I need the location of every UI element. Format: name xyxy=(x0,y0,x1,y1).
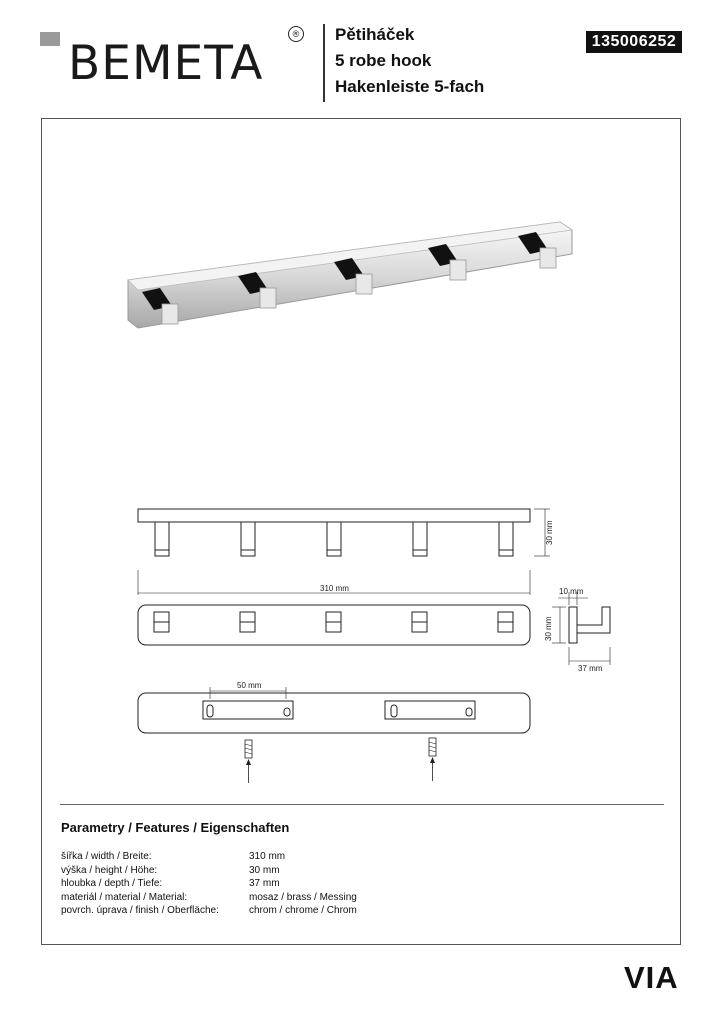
screw-right xyxy=(429,738,436,781)
technical-drawing xyxy=(120,495,640,795)
param-label: výška / height / Höhe: xyxy=(61,864,158,876)
param-row xyxy=(61,850,357,864)
back-view xyxy=(138,693,530,733)
param-label: hloubka / depth / Tiefe: xyxy=(61,878,163,889)
product-names xyxy=(335,22,484,100)
brand-name: BEMETA xyxy=(68,36,264,91)
dim-hook-label: 10 mm xyxy=(559,587,584,596)
dim-length-label: 310 mm xyxy=(320,584,349,593)
header-divider xyxy=(323,24,325,102)
product-name-en: 5 robe hook xyxy=(335,51,432,70)
dim-depth-label: 37 mm xyxy=(578,664,603,673)
param-value: mosaz / brass / Messing xyxy=(249,891,357,903)
dim-side-height-label: 30 mm xyxy=(544,616,553,641)
param-row xyxy=(61,864,357,878)
param-row xyxy=(61,891,357,905)
param-row xyxy=(61,877,357,891)
product-name-cz: Pětiháček xyxy=(335,25,415,44)
param-value: 310 mm xyxy=(249,851,286,862)
top-view xyxy=(138,605,530,645)
param-value: chrom / chrome / Chrom xyxy=(249,905,357,916)
registered-mark: ® xyxy=(288,26,304,42)
product-name-de: Hakenleiste 5-fach xyxy=(335,77,485,96)
section-divider xyxy=(60,804,664,805)
logo-square-mark xyxy=(40,32,60,46)
series-name: VIA xyxy=(624,960,679,995)
params-table xyxy=(61,850,357,918)
brand-logo xyxy=(40,22,310,91)
param-value: 30 mm xyxy=(249,864,280,876)
product-code-badge: 135006252 xyxy=(586,31,682,53)
dim-height-label: 30 mm xyxy=(545,520,554,545)
side-view xyxy=(552,592,610,665)
product-photo xyxy=(120,210,580,350)
dim-holes-label: 50 mm xyxy=(237,681,262,690)
front-view xyxy=(138,509,550,556)
param-value: 37 mm xyxy=(249,878,280,889)
screw-left xyxy=(245,740,252,783)
param-label: materiál / material / Material: xyxy=(61,891,188,903)
param-label: šířka / width / Breite: xyxy=(61,851,152,862)
param-row xyxy=(61,904,357,918)
param-label: povrch. úprava / finish / Oberfläche: xyxy=(61,905,219,916)
params-title: Parametry / Features / Eigenschaften xyxy=(61,820,290,835)
